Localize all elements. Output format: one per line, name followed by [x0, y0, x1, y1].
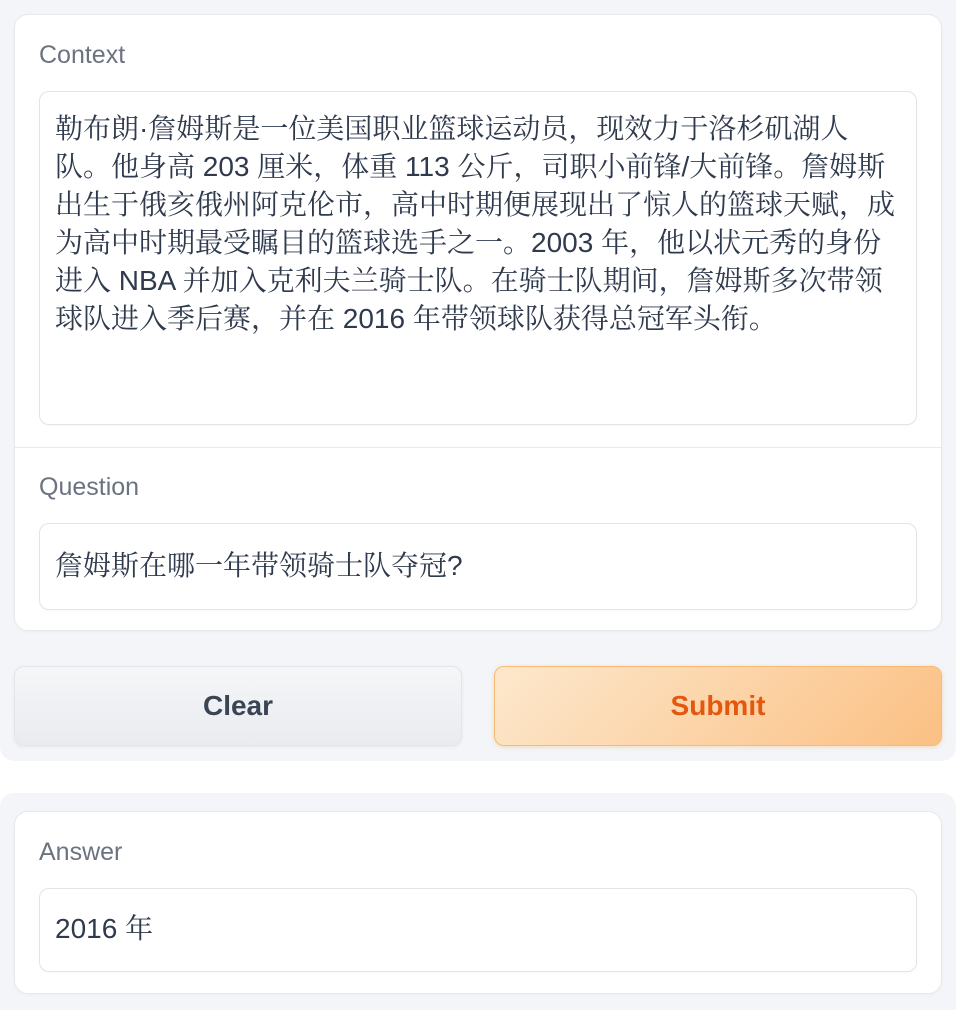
question-block — [15, 448, 941, 630]
submit-button[interactable]: Submit — [494, 666, 942, 746]
output-panel — [0, 793, 956, 1010]
context-block — [15, 15, 941, 447]
context-input[interactable] — [39, 91, 917, 425]
panel-gap — [0, 761, 956, 793]
form-card — [14, 14, 942, 631]
button-row — [14, 666, 942, 746]
answer-label: Answer — [39, 838, 123, 866]
answer-block — [15, 812, 941, 993]
question-input[interactable] — [39, 523, 917, 610]
question-label: Question — [39, 473, 140, 501]
context-label: Context — [39, 41, 126, 69]
clear-button[interactable]: Clear — [14, 666, 462, 746]
answer-card — [14, 811, 942, 994]
answer-output — [39, 888, 917, 972]
